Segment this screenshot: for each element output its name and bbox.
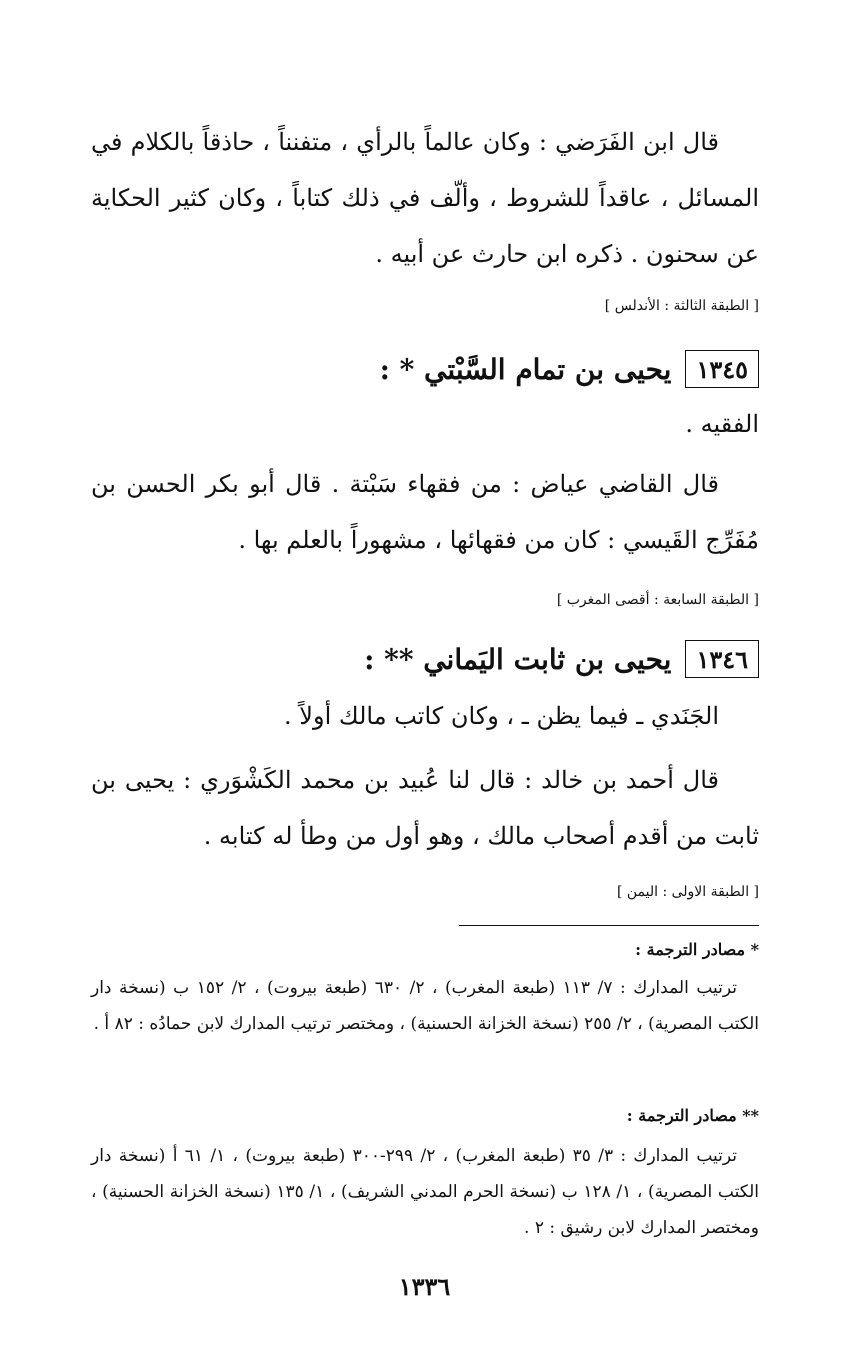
footnote-title-1: * مصادر الترجمة :: [635, 940, 759, 959]
page-number: ١٣٣٦: [398, 1272, 451, 1301]
entry-title: يحيى بن تمام السَّبْتي * :: [379, 352, 672, 386]
footnote-separator: [459, 925, 759, 926]
entry-1346-first-line-block: [91, 696, 759, 736]
entry-1345-tabaqa: [ الطبقة السابعة : أقصى المغرب ]: [556, 592, 759, 608]
footnote-title-2: ** مصادر الترجمة :: [626, 1106, 759, 1125]
entry-1346-tabaqa: [ الطبقة الاولى : اليمن ]: [616, 884, 759, 900]
entry-number-box: ١٣٤٦: [685, 640, 759, 678]
entry-1345-body: [91, 456, 759, 568]
entry-heading-1345: [380, 346, 759, 392]
entry-paragraph: قال القاضي عياض : من فقهاء سَبْتة . قال أبو بكر الحسن بن مُفَرِّج القَيسي : كان من فقهائها ، مشهوراً بالعلم بها .: [91, 470, 759, 554]
intro-paragraph: قال ابن الفَرَضي : وكان عالماً بالرأي ، متفنناً ، حاذقاً بالكلام في المسائل ، عاقداً للشروط ، وألّف في ذلك كتاباً ، وكان كثير الحكاية عن سحنون . ذكره ابن حارث عن أبيه .: [91, 128, 759, 268]
entry-title: يحيى بن ثابت اليَماني ** :: [364, 642, 672, 676]
entry-1345-first-line-block: [91, 404, 759, 444]
footnote-body-2: ترتيب المدارك : ٣/ ٣٥ (طبعة المغرب) ، ٢/ ٢٩٩-٣٠٠ (طبعة بيروت) ، ١/ ٦١ أ (نسخة دار الكتب المصرية) ، ١/ ١٢٨ ب (نسخة الحرم المدني الشريف) ، ١/ ١٣٥ (نسخة الخزانة الحسنية) ، ومختصر المدارك لابن رشيق : ٢ .: [91, 1146, 759, 1238]
intro-block: [91, 114, 759, 282]
entry-number-box: ١٣٤٥: [685, 350, 759, 388]
footnote-body-1: ترتيب المدارك : ٧/ ١١٣ (طبعة المغرب) ، ٢/ ٦٣٠ (طبعة بيروت) ، ٢/ ١٥٢ ب (نسخة دار الكتب المصرية) ، ٢/ ٢٥٥ (نسخة الخزانة الحسنية) ، ومختصر ترتيب المدارك لابن حمادُه : ٨٢ أ .: [91, 978, 759, 1034]
entry-heading-1346: [364, 636, 759, 682]
entry-paragraph: قال أحمد بن خالد : قال لنا عُبيد بن محمد الكَشْوَري : يحيى بن ثابت من أقدم أصحاب مالك ، وهو أول من وطأ له كتابه .: [91, 766, 759, 850]
entry-first-line: الفقيه .: [685, 410, 759, 438]
intro-tabaqa: [ الطبقة الثالثة : الأندلس ]: [604, 298, 759, 314]
entry-1346-body: [91, 752, 759, 864]
entry-first-line: الجَنَدي ـ فيما يظن ـ ، وكان كاتب مالك أولاً .: [284, 702, 719, 730]
